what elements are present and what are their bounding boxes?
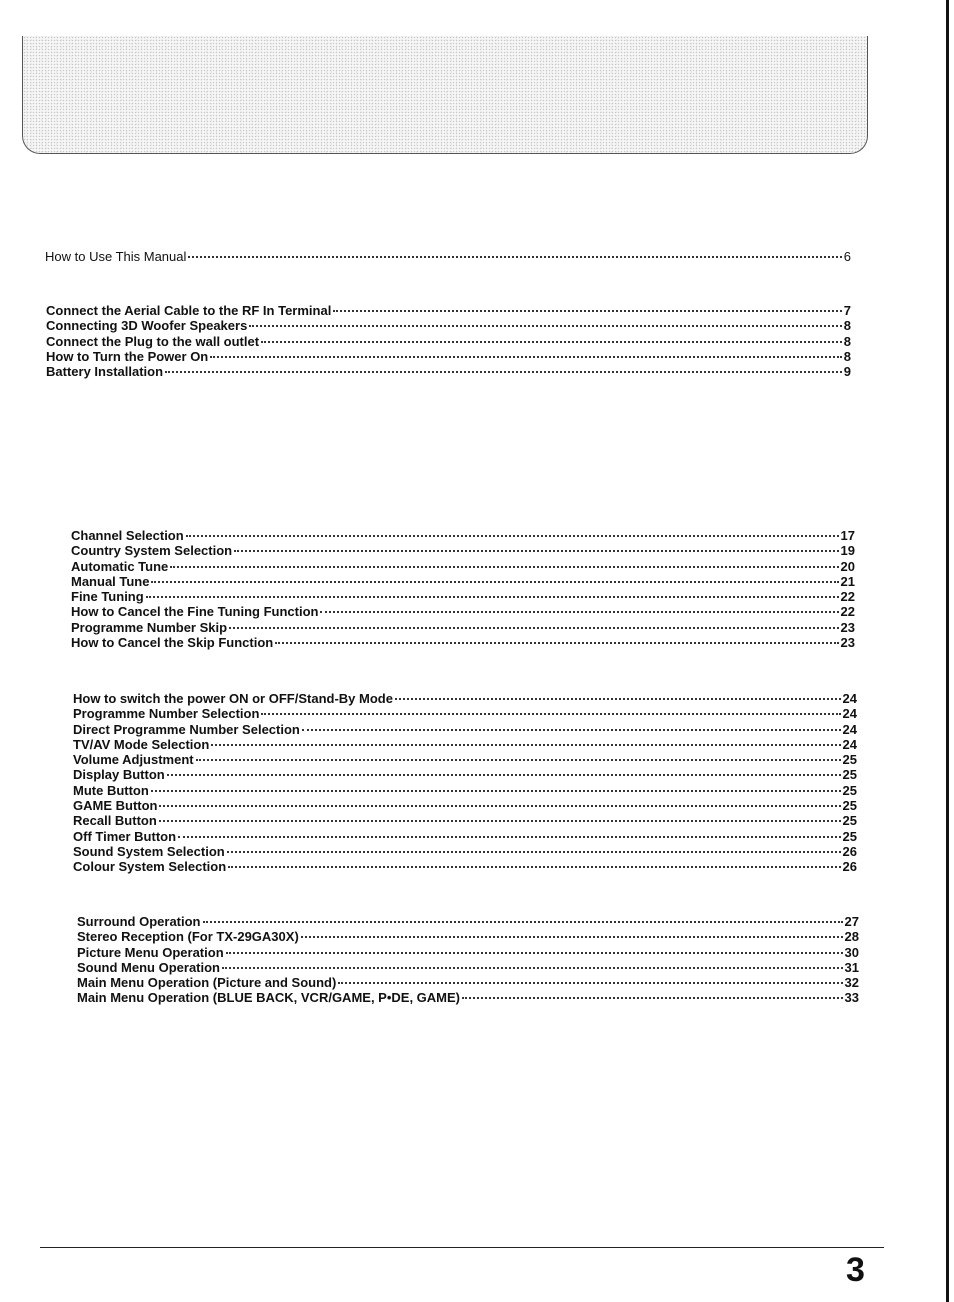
leader-dots: [261, 341, 842, 343]
toc-entry-page: 8: [843, 333, 851, 349]
toc-entry[interactable]: [46, 364, 851, 379]
leader-dots: [188, 256, 841, 258]
toc-entry-page: 7: [843, 303, 851, 318]
leader-dots: [275, 642, 838, 644]
toc-entry-page: 20: [840, 558, 855, 574]
leader-dots: [301, 936, 843, 938]
toc-entry[interactable]: [71, 528, 855, 543]
toc-entry-title: TV/AV Mode Selection: [73, 736, 210, 752]
toc-entry-title: Programme Number Selection: [73, 706, 260, 722]
toc-entry-title: Connecting 3D Woofer Speakers: [46, 318, 248, 334]
toc-entry[interactable]: [45, 249, 851, 264]
toc-entry-title: Surround Operation: [77, 914, 201, 929]
toc-entry[interactable]: [73, 859, 857, 874]
toc-entry-title: Fine Tuning: [71, 589, 144, 605]
toc-entry[interactable]: [71, 635, 855, 650]
toc-entry-page: 24: [842, 721, 857, 737]
page-number: 3: [846, 1251, 865, 1289]
toc-entry[interactable]: [71, 620, 855, 635]
toc-entry-page: 31: [844, 959, 859, 975]
footer-rule: [40, 1247, 884, 1248]
toc-entry[interactable]: [46, 349, 851, 364]
header-banner: [22, 36, 868, 154]
toc-entry-page: 25: [842, 752, 857, 768]
toc-entry[interactable]: [46, 334, 851, 349]
toc-entry[interactable]: [71, 559, 855, 574]
toc-entry-page: 22: [840, 589, 855, 605]
leader-dots: [229, 627, 838, 629]
leader-dots: [151, 790, 841, 792]
leader-dots: [226, 952, 843, 954]
toc-section-intro: [45, 249, 851, 264]
toc-entry-page: 28: [844, 929, 859, 945]
toc-entry-page: 24: [842, 691, 857, 706]
toc-entry-page: 8: [843, 348, 851, 364]
leader-dots: [338, 982, 842, 984]
toc-entry-page: 25: [842, 798, 857, 814]
leader-dots: [222, 967, 843, 969]
toc-entry-title: Main Menu Operation (BLUE BACK, VCR/GAME, P•DE, GAME): [77, 990, 461, 1006]
leader-dots: [210, 356, 842, 358]
toc-entry-title: Sound System Selection: [73, 843, 225, 859]
toc-entry-title: Mute Button: [73, 782, 149, 798]
toc-entry[interactable]: [73, 737, 857, 752]
toc-section-menus: [77, 914, 859, 1006]
toc-entry-title: Country System Selection: [71, 543, 233, 559]
toc-entry-title: Sound Menu Operation: [77, 959, 220, 975]
toc-entry-title: Display Button: [73, 767, 165, 783]
toc-entry[interactable]: [73, 691, 857, 706]
page-edge: [946, 0, 949, 1302]
leader-dots: [170, 566, 838, 568]
toc-entry[interactable]: [77, 945, 859, 960]
toc-entry-title: Colour System Selection: [73, 859, 227, 875]
toc-entry[interactable]: [73, 783, 857, 798]
toc-entry[interactable]: [73, 706, 857, 721]
toc-entry[interactable]: [77, 960, 859, 975]
toc-entry-title: How to Turn the Power On: [46, 348, 209, 364]
toc-entry-page: 25: [842, 782, 857, 798]
toc-entry[interactable]: [73, 844, 857, 859]
toc-entry-page: 25: [842, 828, 857, 844]
toc-entry-title: Picture Menu Operation: [77, 944, 224, 960]
leader-dots: [165, 371, 842, 373]
toc-entry[interactable]: [46, 318, 851, 333]
toc-entry-title: How to Use This Manual: [45, 249, 187, 264]
toc-entry[interactable]: [73, 798, 857, 813]
toc-entry-page: 25: [842, 813, 857, 829]
leader-dots: [159, 820, 841, 822]
toc-entry[interactable]: [73, 813, 857, 828]
leader-dots: [211, 744, 840, 746]
toc-entry[interactable]: [73, 722, 857, 737]
leader-dots: [167, 774, 841, 776]
toc-entry-page: 17: [840, 528, 855, 543]
toc-entry-page: 6: [843, 249, 851, 264]
toc-entry[interactable]: [73, 829, 857, 844]
toc-entry[interactable]: [73, 752, 857, 767]
toc-entry-title: How to switch the power ON or OFF/Stand-By Mode: [73, 691, 393, 706]
toc-entry-page: 25: [842, 767, 857, 783]
toc-entry-title: Off Timer Button: [73, 828, 177, 844]
toc-entry-page: 23: [840, 635, 855, 651]
toc-entry-title: Volume Adjustment: [73, 752, 194, 768]
toc-entry-title: Stereo Reception (For TX-29GA30X): [77, 929, 299, 945]
toc-section-tuning: [71, 528, 855, 650]
toc-entry-page: 23: [840, 619, 855, 635]
toc-entry-page: 8: [843, 318, 851, 334]
toc-entry-title: How to Cancel the Skip Function: [71, 635, 274, 651]
leader-dots: [302, 729, 841, 731]
toc-entry[interactable]: [71, 604, 855, 619]
toc-entry-page: 26: [842, 843, 857, 859]
toc-entry-page: 33: [844, 990, 859, 1006]
toc-entry[interactable]: [77, 929, 859, 944]
leader-dots: [146, 596, 839, 598]
leader-dots: [178, 836, 841, 838]
leader-dots: [333, 310, 841, 312]
toc-entry-title: Main Menu Operation (Picture and Sound): [77, 975, 337, 991]
toc-section-basic-operation: [73, 691, 857, 875]
toc-entry[interactable]: [71, 574, 855, 589]
toc-entry-page: 30: [844, 944, 859, 960]
toc-entry-title: Connect the Aerial Cable to the RF In Terminal: [46, 303, 332, 318]
toc-entry-title: Channel Selection: [71, 528, 184, 543]
toc-entry-title: GAME Button: [73, 798, 158, 814]
toc-entry[interactable]: [46, 303, 851, 318]
leader-dots: [196, 759, 841, 761]
toc-entry-title: Programme Number Skip: [71, 619, 228, 635]
leader-dots: [186, 535, 839, 537]
toc-entry-page: 19: [840, 543, 855, 559]
toc-entry-title: Recall Button: [73, 813, 157, 829]
toc-entry-title: How to Cancel the Fine Tuning Function: [71, 604, 319, 620]
leader-dots: [395, 698, 841, 700]
leader-dots: [228, 866, 840, 868]
toc-entry-title: Connect the Plug to the wall outlet: [46, 333, 260, 349]
toc-entry-page: 32: [844, 975, 859, 991]
leader-dots: [151, 581, 838, 583]
leader-dots: [462, 997, 843, 999]
leader-dots: [261, 713, 840, 715]
toc-entry-page: 27: [844, 914, 859, 929]
toc-entry[interactable]: [77, 975, 859, 990]
leader-dots: [249, 325, 841, 327]
leader-dots: [159, 805, 840, 807]
toc-entry[interactable]: [77, 990, 859, 1005]
leader-dots: [203, 921, 843, 923]
toc-entry[interactable]: [71, 543, 855, 558]
toc-entry-page: 9: [843, 364, 851, 380]
toc-entry-page: 26: [842, 859, 857, 875]
leader-dots: [234, 550, 838, 552]
toc-entry-title: Direct Programme Number Selection: [73, 721, 300, 737]
toc-entry-page: 24: [842, 736, 857, 752]
toc-entry[interactable]: [73, 767, 857, 782]
toc-entry-title: Automatic Tune: [71, 558, 169, 574]
toc-section-setup: [46, 303, 851, 379]
leader-dots: [227, 851, 841, 853]
toc-entry-page: 24: [842, 706, 857, 722]
toc-entry-page: 22: [840, 604, 855, 620]
toc-entry-title: Manual Tune: [71, 573, 150, 589]
toc-entry-title: Battery Installation: [46, 364, 164, 380]
leader-dots: [320, 611, 838, 613]
toc-entry[interactable]: [77, 914, 859, 929]
toc-entry-page: 21: [840, 573, 855, 589]
toc-entry[interactable]: [71, 589, 855, 604]
